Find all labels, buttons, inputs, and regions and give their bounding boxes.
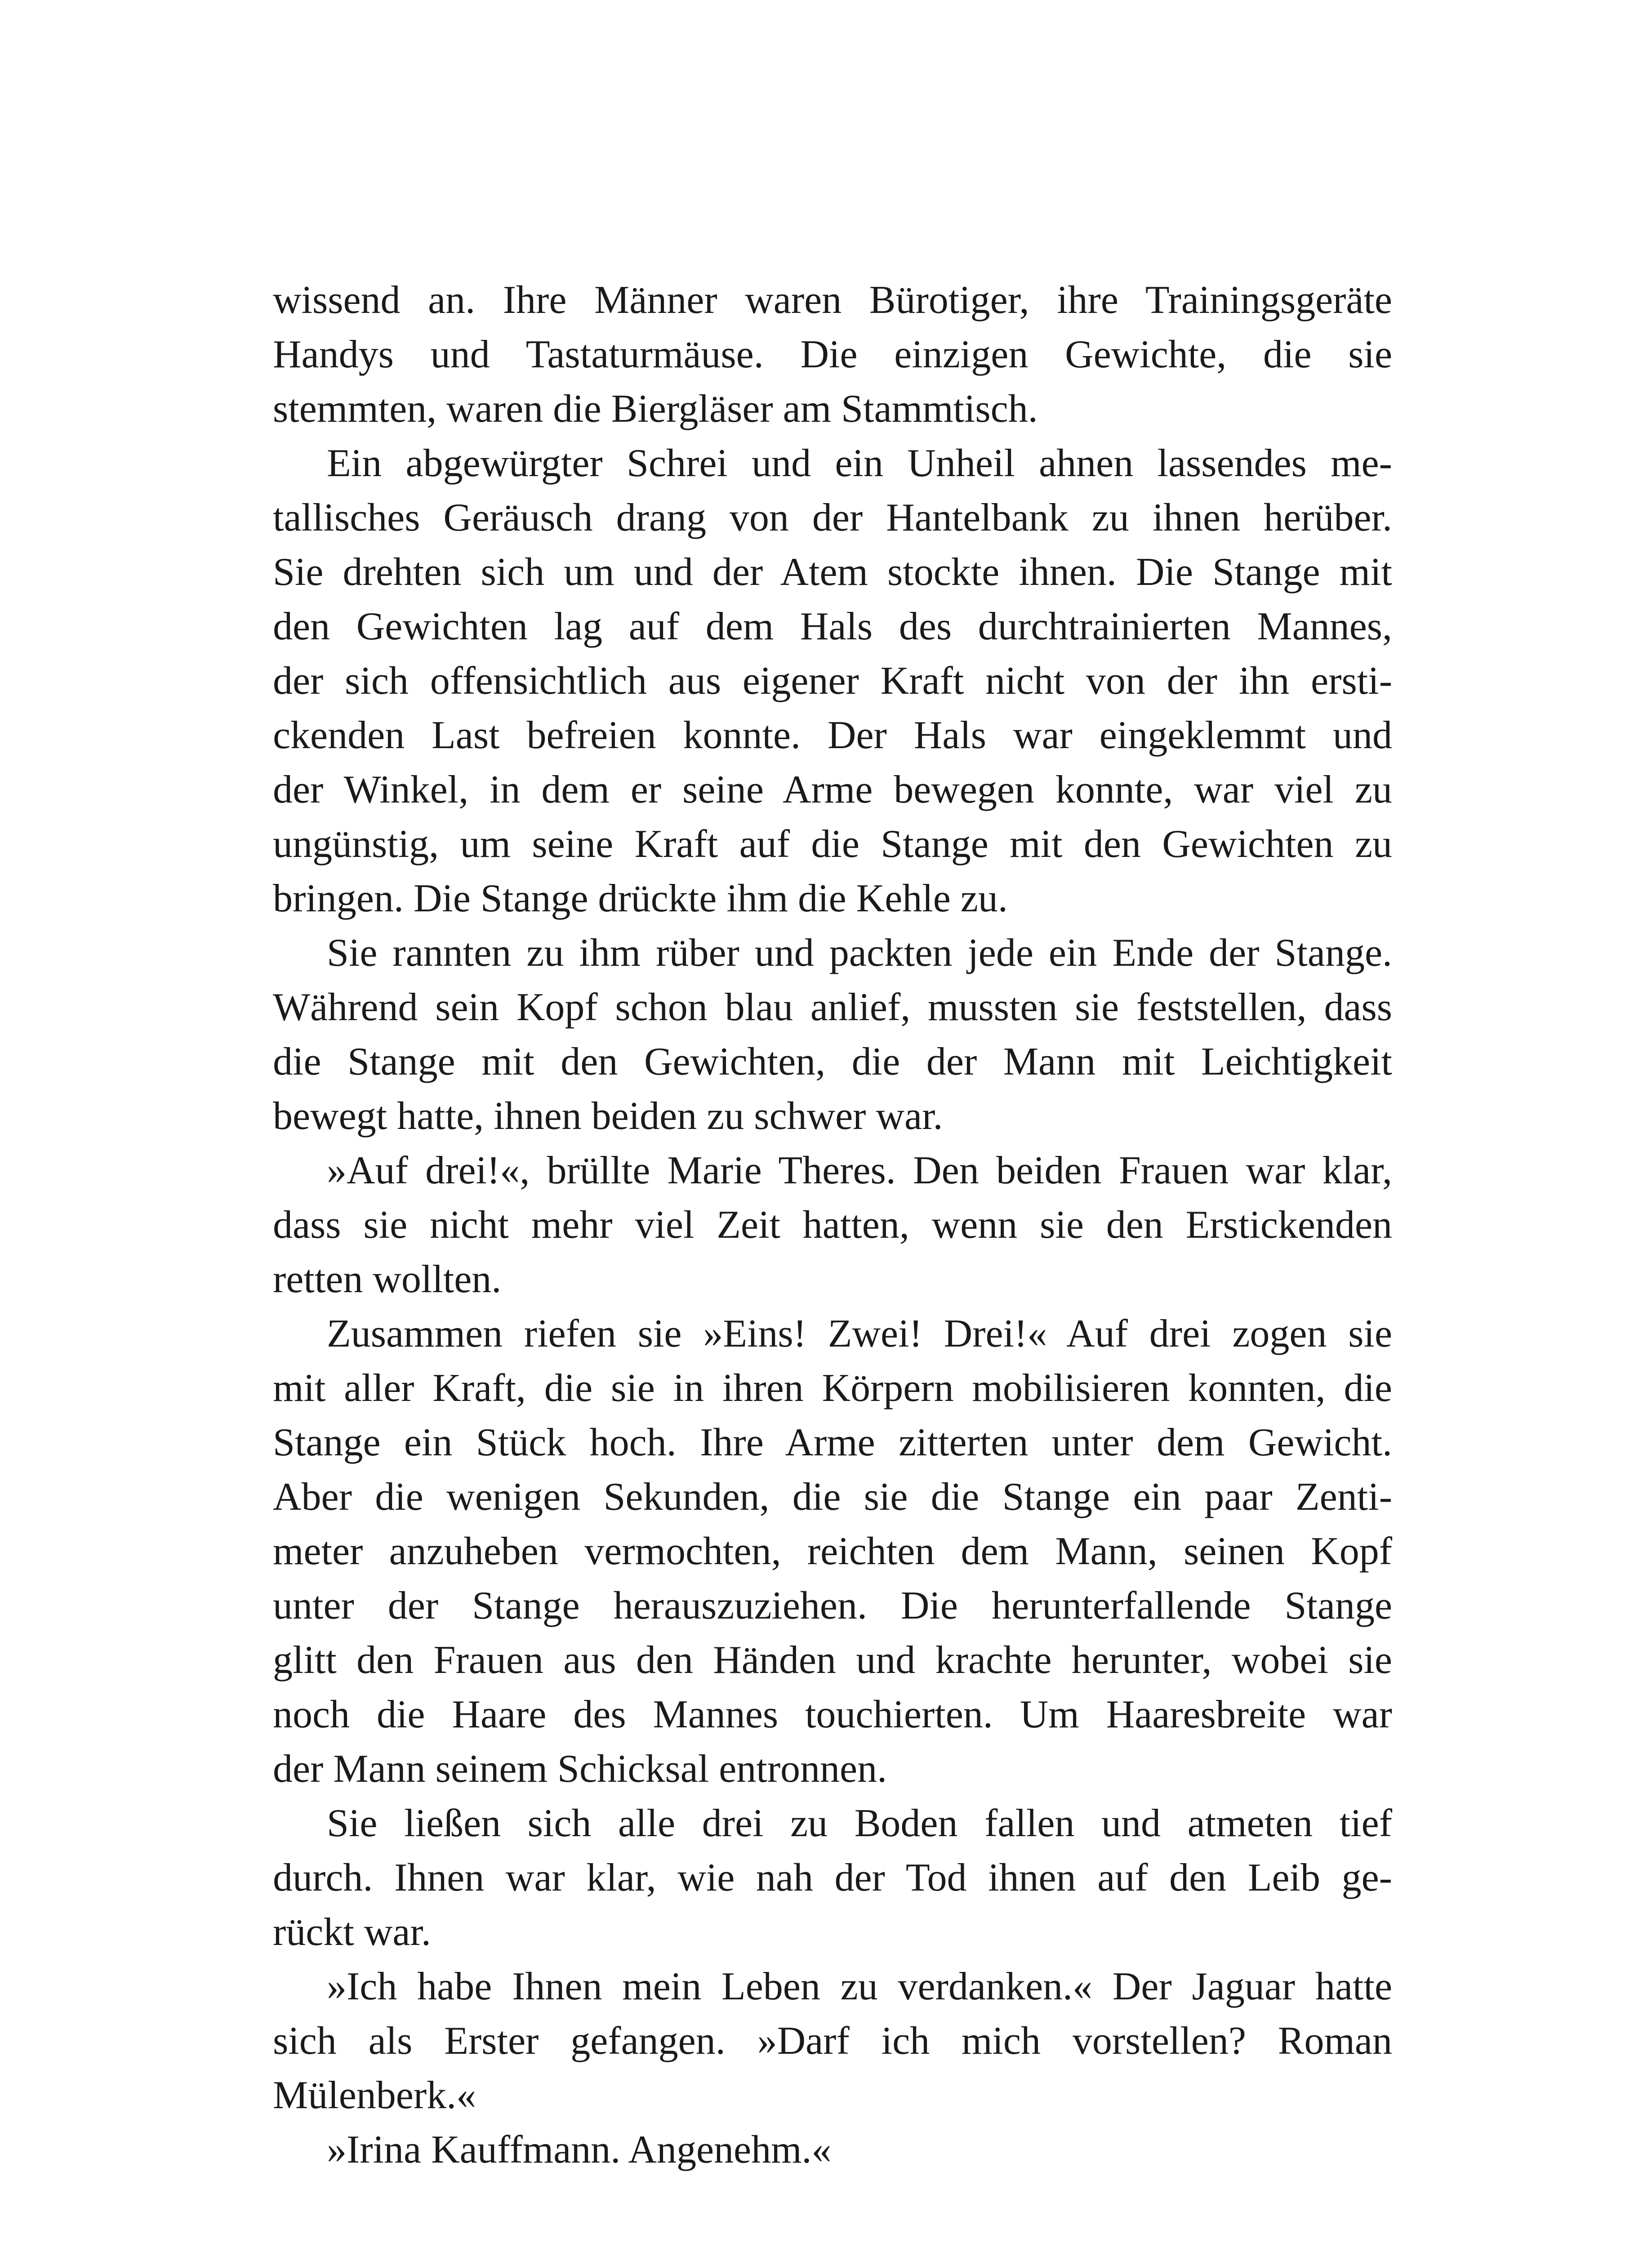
text-line: die Stange mit den Gewichten, die der Mann mit Leichtigkeit <box>273 1040 1392 1084</box>
text-line: der Mann seinem Schicksal entronnen. <box>273 1747 887 1791</box>
text-line: Zusammen riefen sie »Eins! Zwei! Drei!« Auf drei zogen sie <box>327 1312 1392 1356</box>
text-line: Aber die wenigen Sekunden, die sie die Stange ein paar Zenti- <box>273 1475 1392 1519</box>
text-line: Sie drehten sich um und der Atem stockte ihnen. Die Stange mit <box>273 550 1392 594</box>
page-number <box>1304 2244 1391 2248</box>
text-line: der sich offensichtlich aus eigener Kraft nicht von der ihn ersti- <box>273 659 1392 703</box>
text-line: Stange ein Stück hoch. Ihre Arme zitterten unter dem Gewicht. <box>273 1421 1392 1464</box>
text-line: bewegt hatte, ihnen beiden zu schwer war. <box>273 1094 943 1138</box>
text-line: Während sein Kopf schon blau anlief, mussten sie feststellen, dass <box>273 986 1392 1029</box>
text-line: ckenden Last befreien konnte. Der Hals war eingeklemmt und <box>273 714 1392 757</box>
text-line: meter anzuheben vermochten, reichten dem Mann, seinen Kopf <box>273 1530 1392 1573</box>
text-line: Mülenberk.« <box>273 2074 476 2117</box>
text-line: stemmten, waren die Biergläser am Stammtisch. <box>273 387 1038 431</box>
text-line: »Ich habe Ihnen mein Leben zu verdanken.« Der Jaguar hatte <box>327 1965 1392 2008</box>
text-line: Sie rannten zu ihm rüber und packten jede ein Ende der Stange. <box>327 931 1392 975</box>
text-line: den Gewichten lag auf dem Hals des durchtrainierten Mannes, <box>273 605 1392 648</box>
text-line: Ein abgewürgter Schrei und ein Unheil ahnen lassendes me- <box>327 442 1392 485</box>
text-line: bringen. Die Stange drückte ihm die Kehle zu. <box>273 877 1008 920</box>
text-line: der Winkel, in dem er seine Arme bewegen konnte, war viel zu <box>273 768 1392 812</box>
text-line: ungünstig, um seine Kraft auf die Stange mit den Gewichten zu <box>273 822 1392 866</box>
text-line: mit aller Kraft, die sie in ihren Körpern mobilisieren konnten, die <box>273 1366 1392 1410</box>
text-line: Handys und Tastaturmäuse. Die einzigen Gewichte, die sie <box>273 333 1392 376</box>
text-line: unter der Stange herauszuziehen. Die herunterfallende Stange <box>273 1584 1392 1628</box>
body-text <box>273 273 1392 2177</box>
text-line: rückt war. <box>273 1910 431 1954</box>
text-line: »Auf drei!«, brüllte Marie Theres. Den beiden Frauen war klar, <box>327 1149 1392 1192</box>
text-line: glitt den Frauen aus den Händen und krachte herunter, wobei sie <box>273 1638 1392 1682</box>
text-line: wissend an. Ihre Männer waren Bürotiger, ihre Trainingsgeräte <box>273 278 1392 322</box>
text-line: sich als Erster gefangen. »Darf ich mich vorstellen? Roman <box>273 2019 1392 2063</box>
text-line: retten wollten. <box>273 1258 502 1301</box>
text-line: dass sie nicht mehr viel Zeit hatten, wenn sie den Erstickenden <box>273 1203 1392 1247</box>
text-line: noch die Haare des Mannes touchierten. Um Haaresbreite war <box>273 1693 1392 1736</box>
text-line: tallisches Geräusch drang von der Hantelbank zu ihnen herüber. <box>273 496 1392 540</box>
text-line: durch. Ihnen war klar, wie nah der Tod ihnen auf den Leib ge- <box>273 1856 1392 1900</box>
text-line: Sie ließen sich alle drei zu Boden fallen und atmeten tief <box>327 1802 1392 1845</box>
text-line: »Irina Kauffmann. Angenehm.« <box>327 2128 832 2172</box>
